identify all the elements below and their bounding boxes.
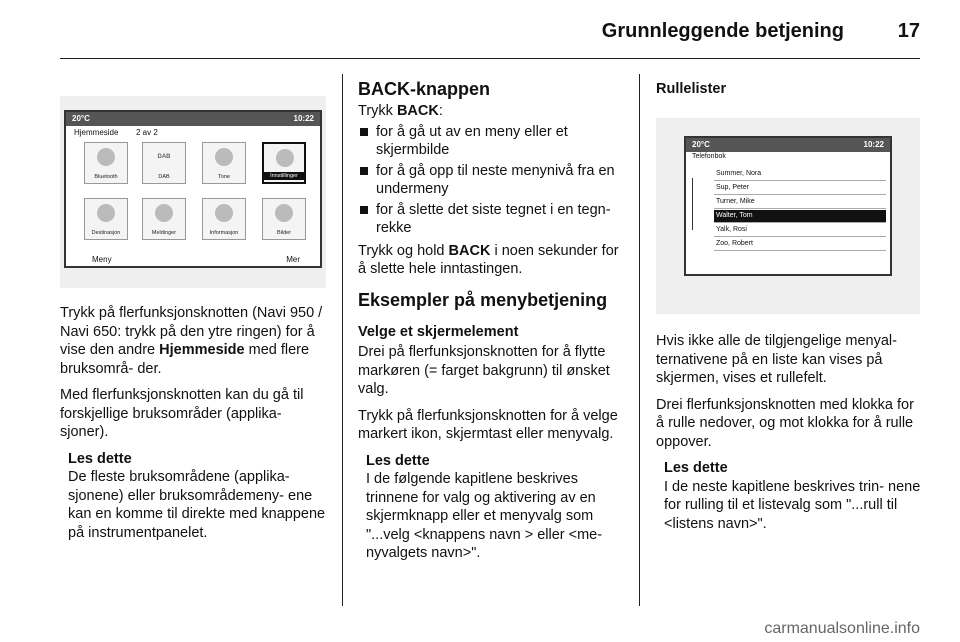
list-item: for å gå ut av en meny eller et skjermbilde (358, 123, 626, 160)
paragraph: Trykk og hold BACK i noen sekunder for å slette hele inntastingen. (358, 242, 619, 277)
heading-back-button: BACK-knappen (358, 79, 491, 99)
temperature: 20°C (692, 140, 710, 149)
note: Les dette I de følgende kapitlene beskrives trinnene for valg og aktivering av en skjermknapp eller et menyvalg som "...velg <knappens navn > eller <me- nyvalgets navn>". (366, 452, 603, 561)
softkey-menu[interactable]: Meny (92, 255, 112, 264)
paragraph: Hvis ikke alle de tilgjengelige menyal- ternativene på en liste kan vises på skjermen, vises et rullefelt. (656, 333, 897, 386)
list-item[interactable]: Yalk, Rosi (714, 224, 886, 237)
list-item[interactable]: Turner, Mike (714, 196, 886, 209)
bullet-list (358, 123, 626, 238)
list-item[interactable]: Summer, Nora (714, 168, 886, 181)
note: Les dette I de neste kapitlene beskrives trin- nene for rulling til et listevalg som "...rull til <listens navn>". (664, 460, 921, 532)
header-rule (60, 58, 920, 59)
phonebook-screen (684, 136, 892, 276)
subheading: Velge et skjermelement (358, 323, 519, 340)
list-title: Telefonbok (692, 153, 726, 160)
note: Les dette De fleste bruksområdene (applika- sjonene) eller bruksområdemeny- ene kan en komme til direkte med knappene på instrumentpanelet. (68, 450, 326, 541)
left-column-text (60, 304, 328, 550)
tile-dab[interactable]: DAB DAB (142, 142, 186, 184)
heading-menu-examples: Eksempler på menybetjening (358, 289, 608, 310)
home-screen (64, 110, 322, 268)
list-item[interactable]: Zoo, Robert (714, 238, 886, 251)
paragraph: Drei flerfunksjonsknotten med klokka for å rulle nedover, og mot klokka for å rulle oppover. (656, 396, 914, 450)
list-item[interactable]: Sup, Peter (714, 182, 886, 195)
page-header (60, 0, 920, 60)
paragraph: Trykk på flerfunksjonsknotten (Navi 950 / Navi 650: trykk på den ytre ringen) for å vise den andre Hjemmeside med flere bruksområ- der. (60, 305, 323, 377)
home-screen-illustration (60, 96, 326, 288)
contact-list (708, 168, 890, 252)
temperature: 20°C (72, 114, 90, 123)
tile-destination[interactable]: Destinasjon (84, 198, 128, 240)
tone-icon (215, 148, 233, 166)
clock: 10:22 (293, 114, 314, 123)
phonebook-illustration (656, 118, 920, 314)
paragraph: Med flerfunksjonsknotten kan du gå til forskjellige bruksområder (applika- sjoner). (60, 387, 304, 440)
destination-icon (97, 204, 115, 222)
softkey-more[interactable]: Mer (286, 255, 300, 264)
pictures-icon (275, 204, 293, 222)
list-item: for å gå opp til neste menynivå fra en undermeny (358, 162, 626, 199)
tile-settings[interactable]: Innstillinger (262, 142, 306, 184)
right-column-heading (656, 80, 920, 101)
gear-icon (276, 149, 294, 167)
middle-column-text (358, 78, 626, 571)
page-number: 17 (897, 20, 920, 42)
page-count: 2 av 2 (136, 128, 158, 137)
clock: 10:22 (863, 140, 884, 149)
status-bar (686, 138, 890, 152)
scrollbar[interactable] (692, 178, 693, 230)
heading-scroll-lists: Rullelister (656, 81, 727, 97)
paragraph: Trykk BACK: (358, 103, 443, 119)
bluetooth-icon (97, 148, 115, 166)
dab-icon: DAB (157, 154, 171, 160)
right-column-text (656, 332, 922, 541)
paragraph: Trykk på flerfunksjonsknotten for å velge markert ikon, skjermtast eller menyvalg. (358, 407, 618, 442)
list-item: for å slette det siste tegnet i en tegn- rekke (358, 201, 626, 238)
tile-pictures[interactable]: Bilder (262, 198, 306, 240)
tile-information[interactable]: Informasjon (202, 198, 246, 240)
tile-bluetooth[interactable]: Bluetooth (84, 142, 128, 184)
page-title: Grunnleggende betjening (601, 20, 844, 42)
screen-title: Hjemmeside (74, 128, 119, 137)
list-item-selected[interactable]: Walter, Tom (714, 210, 886, 223)
messages-icon (155, 204, 173, 222)
paragraph: Drei på flerfunksjonsknotten for å flytte markøren (= farget bakgrunn) til ønsket valg. (358, 344, 610, 397)
information-icon (215, 204, 233, 222)
status-bar (66, 112, 320, 126)
column-divider-2 (639, 74, 640, 606)
column-divider-1 (342, 74, 343, 606)
tile-messages[interactable]: Meldinger (142, 198, 186, 240)
watermark: carmanualsonline.info (764, 620, 920, 637)
tile-tone[interactable]: Tone (202, 142, 246, 184)
